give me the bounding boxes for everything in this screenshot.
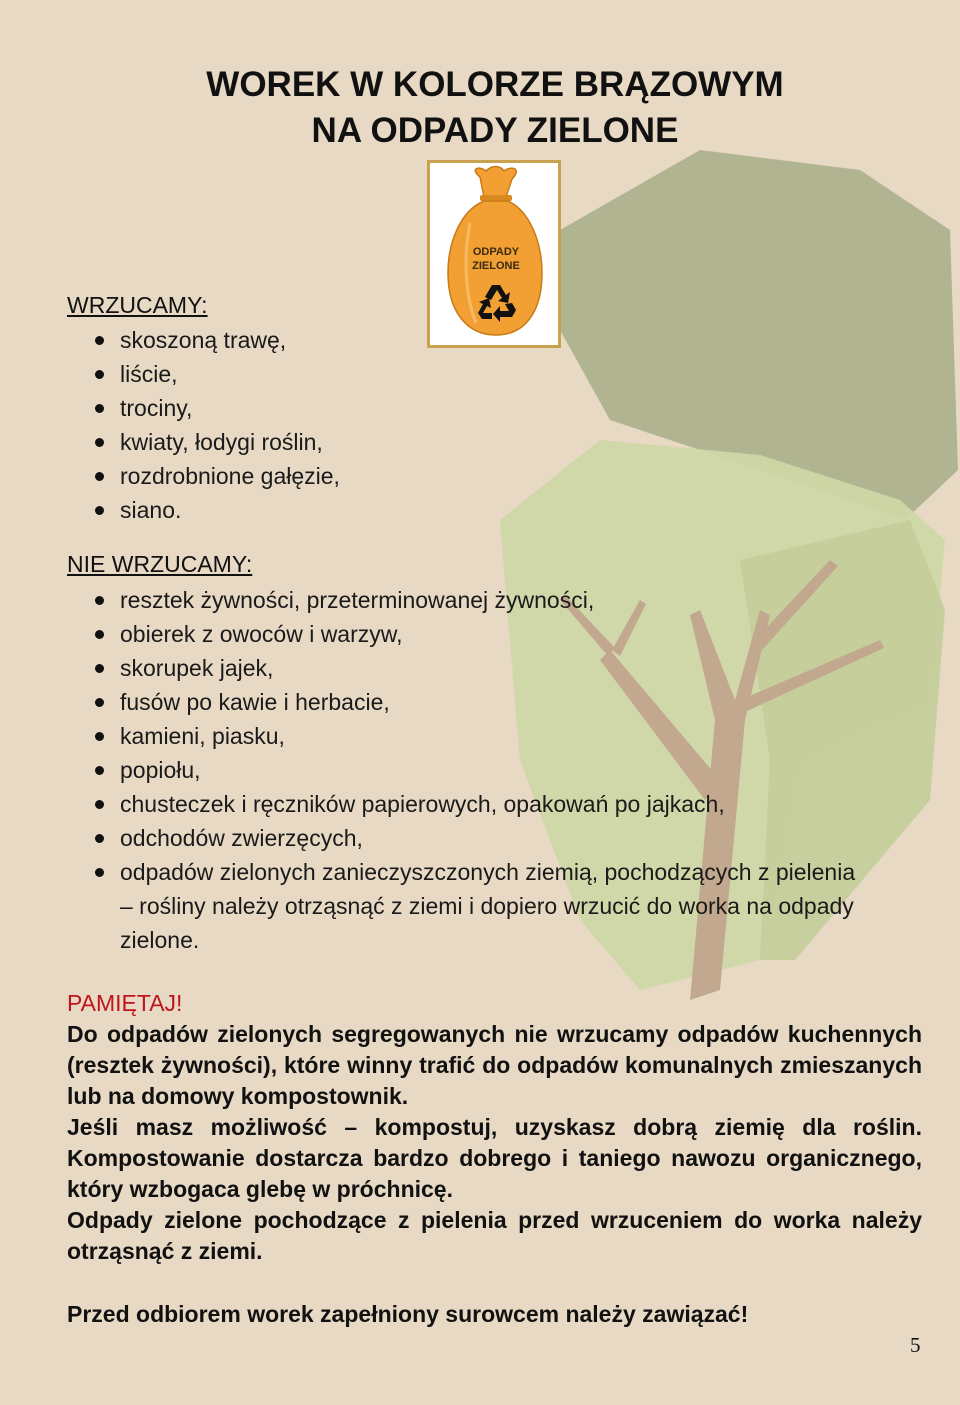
list-item: chusteczek i ręczników papierowych, opakowań po jajkach, <box>67 787 867 821</box>
list-item: obierek z owoców i warzyw, <box>67 617 867 651</box>
bag-label-line-1: ODPADY <box>472 246 520 258</box>
accepted-heading: WRZUCAMY: <box>67 292 208 318</box>
list-item: odchodów zwierzęcych, <box>67 821 867 855</box>
bag-label-line-2: ZIELONE <box>472 260 520 272</box>
list-item: skorupek jajek, <box>67 651 867 685</box>
remember-heading: PAMIĘTAJ! <box>67 990 183 1016</box>
list-item: liście, <box>67 357 897 391</box>
title-line-2: NA ODPADY ZIELONE <box>311 111 679 150</box>
list-item: siano. <box>67 493 897 527</box>
rejected-heading: NIE WRZUCAMY: <box>67 551 253 577</box>
rejected-list <box>67 583 867 957</box>
list-item: kamieni, piasku, <box>67 719 867 753</box>
bag-image <box>427 160 561 348</box>
list-item: odpadów zielonych zanieczyszczonych ziemią, pochodzących z pielenia – rośliny należy otrząsnąć z ziemi i dopiero wrzucić do worka na odpady zielone. <box>67 855 867 957</box>
list-item: trociny, <box>67 391 897 425</box>
list-item: popiołu, <box>67 753 867 787</box>
page-title <box>0 62 960 154</box>
list-item: kwiaty, łodygi roślin, <box>67 425 897 459</box>
remember-paragraph: Do odpadów zielonych segregowanych nie wrzucamy odpadów kuchennych (resztek żywności), które winny trafić do odpadów komunalnych zmieszanych lub na domowy kompostownik. <box>67 1021 922 1109</box>
list-item: resztek żywności, przeterminowanej żywności, <box>67 583 867 617</box>
remember-paragraph: Odpady zielone pochodzące z pielenia przed wrzuceniem do worka należy otrząsnąć z ziemi. <box>67 1207 922 1264</box>
page-number: 5 <box>910 1333 921 1357</box>
accepted-list <box>67 323 897 527</box>
list-item: rozdrobnione gałęzie, <box>67 459 897 493</box>
title-line-1: WOREK W KOLORZE BRĄZOWYM <box>206 65 784 104</box>
final-note: Przed odbiorem worek zapełniony surowcem należy zawiązać! <box>67 1301 749 1327</box>
remember-body <box>67 1019 922 1267</box>
list-item: fusów po kawie i herbacie, <box>67 685 867 719</box>
list-item: skoszoną trawę, <box>67 323 897 357</box>
remember-paragraph: Jeśli masz możliwość – kompostuj, uzyskasz dobrą ziemię dla roślin. Kompostowanie dostarcza bardzo dobrego i taniego nawozu organicznego, który wzbogaca glebę w próchnicę. <box>67 1114 922 1202</box>
